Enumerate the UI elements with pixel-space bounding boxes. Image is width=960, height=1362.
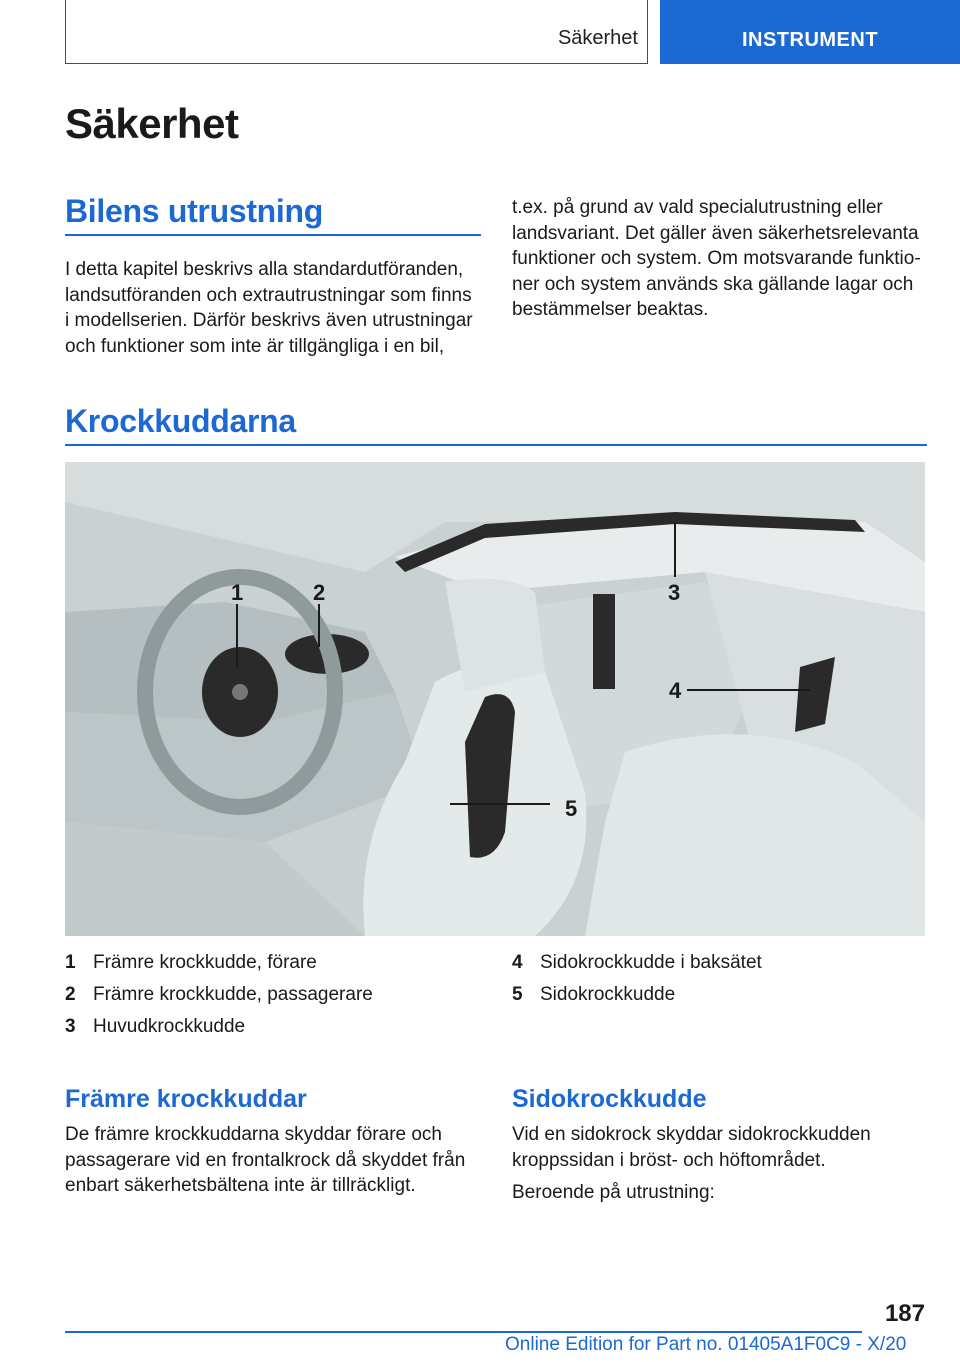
text-line: Vid en sidokrock skyddar sidokrockkudden bbox=[512, 1124, 871, 1145]
legend-item-5 bbox=[512, 984, 675, 1006]
text-line: landsutföranden och extrautrustningar som finns bbox=[65, 284, 472, 306]
callout-5: 5 bbox=[565, 796, 578, 821]
legend-number: 1 bbox=[65, 952, 76, 973]
legend-item-3 bbox=[65, 1016, 245, 1038]
legend-number: 5 bbox=[512, 984, 523, 1005]
legend-number: 2 bbox=[65, 984, 76, 1005]
text-line: och funktioner som inte är tillgängliga i en bil, bbox=[65, 335, 445, 357]
callout-4: 4 bbox=[669, 678, 682, 703]
text-line: I detta kapitel beskrivs alla standardutföranden, bbox=[65, 259, 464, 280]
text-line: i modellserien. Därför beskrivs även utrustningar bbox=[65, 310, 473, 331]
callout-3: 3 bbox=[668, 580, 681, 605]
text-line: t.ex. på grund av vald specialutrustning eller bbox=[512, 197, 883, 218]
front-airbags-text bbox=[65, 1122, 495, 1199]
text-line: ner och system används ska gällande lagar och bbox=[512, 273, 914, 295]
side-airbag-text bbox=[512, 1122, 942, 1173]
equipment-heading: Bilens utrustning bbox=[65, 193, 324, 229]
legend-number: 4 bbox=[512, 952, 523, 973]
legend-number: 3 bbox=[65, 1016, 76, 1037]
page-title: Säkerhet bbox=[65, 100, 239, 147]
text-line: kroppssidan i bröst- och höftområdet. bbox=[512, 1149, 826, 1171]
side-airbag-note: Beroende på utrustning: bbox=[512, 1182, 715, 1203]
car-interior-drawing bbox=[65, 462, 925, 936]
text-line: funktioner och system. Om motsvarande funktio- bbox=[512, 248, 921, 269]
edition-footer: Online Edition for Part no. 01405A1F0C9 - X/20 bbox=[505, 1334, 907, 1355]
legend-text: Huvudkrockkudde bbox=[93, 1016, 246, 1037]
text-line: bestämmelser beaktas. bbox=[512, 299, 709, 320]
header-chapter-tab[interactable] bbox=[660, 0, 960, 64]
front-airbags-heading: Främre krockkuddar bbox=[65, 1085, 307, 1113]
text-line: landsvariant. Det gäller även säkerhetsrelevanta bbox=[512, 222, 919, 244]
legend-item-4 bbox=[512, 952, 762, 974]
legend-text: Främre krockkudde, passagerare bbox=[93, 984, 373, 1005]
equipment-text-col2 bbox=[512, 195, 942, 323]
callout-2: 2 bbox=[313, 580, 326, 605]
page-number: 187 bbox=[884, 1300, 925, 1327]
airbag-illustration bbox=[65, 462, 925, 936]
text-line: De främre krockkuddarna skyddar förare och bbox=[65, 1124, 442, 1145]
text-line: passagerare vid en frontalkrock då skyddet från bbox=[65, 1149, 466, 1171]
side-airbag-heading: Sidokrockkudde bbox=[512, 1085, 707, 1113]
text-line: enbart säkerhetsbältena inte är tillräckligt. bbox=[65, 1175, 416, 1196]
legend-text: Främre krockkudde, förare bbox=[93, 952, 317, 973]
legend-item-2 bbox=[65, 984, 373, 1006]
equipment-heading-rule bbox=[65, 234, 481, 236]
header-chapter-label: INSTRUMENT bbox=[741, 29, 879, 51]
airbags-heading-rule bbox=[65, 444, 927, 446]
callout-1: 1 bbox=[231, 580, 244, 605]
header-section-title: Säkerhet bbox=[557, 27, 638, 49]
legend-text: Sidokrockkudde i baksätet bbox=[540, 952, 762, 973]
equipment-text-col1 bbox=[65, 257, 495, 359]
legend-item-1 bbox=[65, 952, 317, 974]
footer-rule bbox=[65, 1331, 862, 1333]
airbags-heading: Krockkuddarna bbox=[65, 403, 296, 439]
legend-text: Sidokrockkudde bbox=[540, 984, 676, 1005]
